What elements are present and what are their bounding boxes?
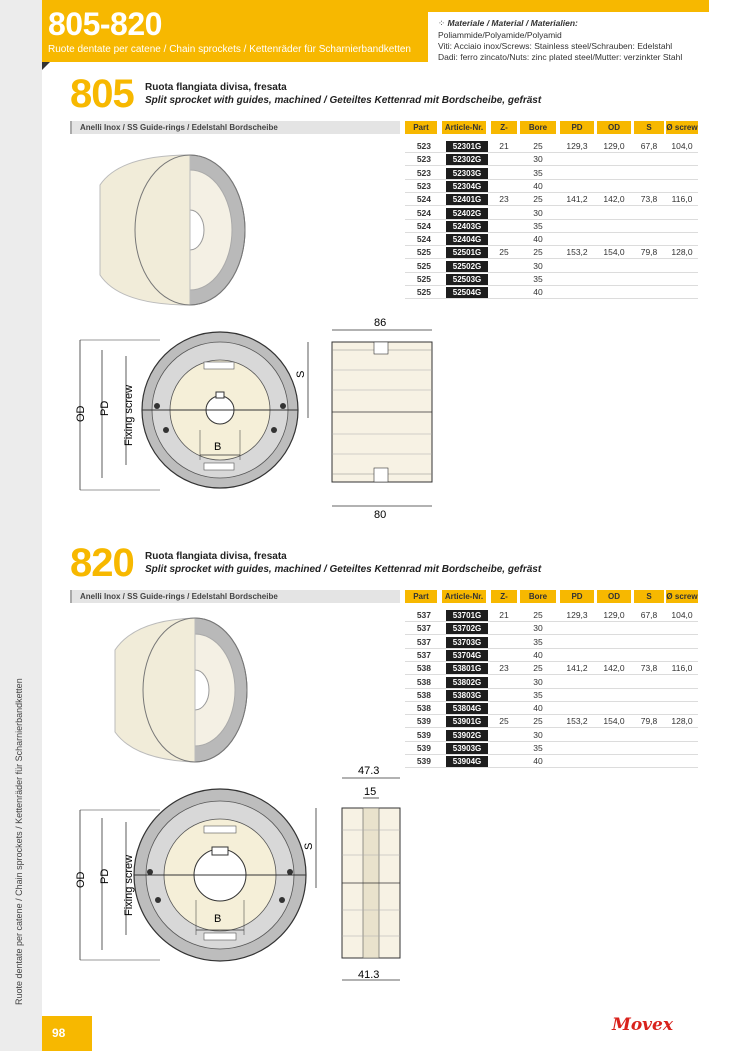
column-header: Ø screw [666, 592, 698, 601]
table-cell: 35 [533, 636, 543, 647]
article-number: 53901G [446, 716, 488, 727]
table-cell: 21 [499, 141, 509, 151]
column-header: Part [405, 121, 437, 134]
materials-line: Poliammide/Polyamide/Polyamid [438, 30, 562, 40]
table-cell: 79,8 [640, 247, 658, 258]
corner-mark [42, 62, 50, 70]
table-cell [634, 180, 664, 193]
column-header: Ø screw [666, 123, 698, 132]
table-cell [560, 207, 594, 220]
table-cell: 40 [533, 234, 543, 245]
table-cell: 129,0 [603, 610, 625, 620]
table-cell [634, 220, 664, 233]
front-view [75, 332, 308, 490]
table-cell: 35 [533, 743, 543, 753]
pd-label: PD [99, 400, 111, 416]
table-cell [491, 742, 517, 755]
dim-top: 47.3 [358, 765, 380, 777]
table-cell [560, 153, 594, 166]
table-cell: 104,0 [671, 610, 693, 620]
article-number: 52504G [446, 287, 488, 298]
page-title: 805-820 [48, 6, 162, 42]
table-cell [634, 702, 664, 715]
part-cell: 537 [416, 649, 431, 660]
side-view [332, 317, 432, 521]
column-header: Z- [491, 121, 517, 134]
section-title: Ruota flangiata divisa, fresata [145, 551, 287, 562]
product-photo-805 [80, 145, 250, 315]
table-cell [491, 180, 517, 193]
section-subtitle: Split sprocket with guides, machined / Geteiltes Kettenrad mit Bordscheibe, gefräst [145, 95, 542, 106]
fixing-screw-label: Fixing screw [123, 384, 135, 446]
table-cell [491, 636, 517, 649]
table-cell: 129,3 [566, 610, 588, 620]
table-cell: 73,8 [640, 194, 658, 205]
section-subtitle: Split sprocket with guides, machined / Geteiltes Kettenrad mit Bordscheibe, gefräst [145, 564, 542, 575]
article-number: 53903G [446, 743, 488, 754]
dots-icon: ⁘ [438, 18, 448, 28]
table-cell [634, 207, 664, 220]
table-cell: 104,0 [671, 141, 693, 151]
part-cell: 537 [416, 636, 431, 647]
pd-label: PD [99, 868, 111, 884]
table-cell [491, 167, 517, 180]
table-cell [491, 153, 517, 166]
table-cell [560, 273, 594, 286]
table-cell [491, 273, 517, 286]
page-subtitle: Ruote dentate per catene / Chain sprockets / Kettenräder für Scharnierbandketten [48, 44, 411, 55]
table-cell [491, 207, 517, 220]
table-cell: 40 [533, 649, 543, 660]
table-cell [560, 622, 594, 635]
table-cell: 30 [533, 623, 543, 634]
table-cell [560, 742, 594, 755]
table-cell: 67,8 [640, 610, 658, 620]
table-cell [666, 636, 698, 649]
table-cell [634, 233, 664, 246]
table-cell [560, 689, 594, 702]
section-title: Ruota flangiata divisa, fresata [145, 82, 287, 93]
column-header: Article-Nr. [442, 121, 486, 134]
table-cell: 30 [533, 207, 543, 218]
table-cell [597, 729, 631, 742]
table-cell: 141,2 [566, 194, 588, 205]
part-cell: 538 [416, 703, 431, 714]
table-cell [491, 649, 517, 662]
column-header: PD [560, 590, 594, 603]
part-cell: 525 [416, 247, 431, 258]
table-cell [491, 260, 517, 273]
article-number: 53902G [446, 730, 488, 741]
table-cell [666, 207, 698, 220]
table-cell [666, 622, 698, 635]
section-number: 820 [70, 541, 134, 585]
part-cell: 524 [416, 207, 431, 218]
article-number: 53702G [446, 623, 488, 634]
table-cell: 67,8 [640, 141, 658, 151]
column-header: PD [560, 121, 594, 134]
article-number: 52402G [446, 208, 488, 219]
table-cell [560, 167, 594, 180]
article-number: 52404G [446, 234, 488, 245]
column-header: OD [597, 590, 631, 603]
table-cell [597, 153, 631, 166]
table-cell [597, 742, 631, 755]
table-cell: 79,8 [640, 716, 658, 727]
table-cell [491, 286, 517, 299]
table-cell: 154,0 [603, 247, 625, 258]
part-cell: 539 [416, 756, 431, 767]
table-cell: 40 [533, 180, 543, 191]
table-cell [560, 702, 594, 715]
article-number: 53802G [446, 677, 488, 688]
table-cell [666, 260, 698, 273]
table-cell: 25 [533, 716, 543, 727]
dim-bottom: 41.3 [358, 969, 380, 981]
table-cell [597, 273, 631, 286]
table-cell: 30 [533, 676, 543, 687]
page-number: 98 [52, 1026, 66, 1040]
table-cell [560, 676, 594, 689]
part-cell: 525 [416, 260, 431, 271]
dim-top: 86 [374, 317, 387, 329]
table-cell [491, 233, 517, 246]
product-photo-820 [95, 610, 255, 770]
table-cell [634, 676, 664, 689]
table-cell: 40 [533, 756, 543, 767]
part-cell: 538 [416, 676, 431, 687]
od-label: OD [75, 405, 87, 422]
od-label: OD [75, 871, 87, 888]
table-cell: 116,0 [671, 194, 693, 205]
table-cell: 25 [533, 610, 543, 620]
table-cell [491, 702, 517, 715]
article-number: 52503G [446, 274, 488, 285]
part-cell: 538 [416, 689, 431, 700]
table-cell [666, 702, 698, 715]
table-cell [560, 286, 594, 299]
part-cell: 525 [416, 287, 431, 298]
table-cell [597, 649, 631, 662]
table-cell [597, 676, 631, 689]
article-number: 52401G [446, 194, 488, 205]
table-cell [597, 622, 631, 635]
table-cell [491, 676, 517, 689]
table-cell [634, 689, 664, 702]
table-cell [666, 180, 698, 193]
table-cell [491, 689, 517, 702]
table-cell: 23 [499, 194, 509, 205]
column-header: OD [597, 121, 631, 134]
table-cell [560, 233, 594, 246]
table-cell [597, 636, 631, 649]
materials-line: Dadi: ferro zincato/Nuts: zinc plated steel/Mutter: verzinkter Stahl [438, 52, 683, 62]
table-cell: 73,8 [640, 663, 658, 674]
table-cell: 21 [499, 610, 509, 620]
table-cell [634, 729, 664, 742]
article-number: 52301G [446, 141, 488, 152]
table-cell: 25 [499, 247, 509, 258]
table-cell [634, 167, 664, 180]
part-cell: 523 [416, 180, 431, 191]
table-cell [560, 220, 594, 233]
article-number: 53803G [446, 690, 488, 701]
table-cell: 23 [499, 663, 509, 674]
table-cell [634, 286, 664, 299]
table-cell [666, 676, 698, 689]
b-label: B [214, 913, 222, 925]
dim-mid: 15 [364, 786, 377, 798]
table-cell: 142,0 [603, 194, 625, 205]
technical-drawing-805 [60, 300, 720, 530]
part-cell: 538 [416, 663, 431, 674]
table-cell: 25 [533, 141, 543, 151]
table-cell [666, 220, 698, 233]
part-cell: 525 [416, 274, 431, 284]
article-number: 53703G [446, 637, 488, 648]
article-number: 53704G [446, 650, 488, 661]
table-cell [560, 636, 594, 649]
front-view [75, 789, 316, 961]
table-cell [560, 649, 594, 662]
table-cell: 35 [533, 689, 543, 700]
s-label: S [295, 370, 307, 378]
part-cell: 523 [416, 167, 431, 178]
article-number: 52302G [446, 154, 488, 165]
guide-rings-label: Anelli Inox / SS Guide-rings / Edelstahl Bordscheibe [70, 590, 400, 603]
table-cell [634, 273, 664, 286]
part-cell: 539 [416, 716, 431, 727]
column-header: Bore [520, 121, 556, 134]
table-cell [666, 689, 698, 702]
article-number: 52403G [446, 221, 488, 232]
materials-heading: ⁘ Materiale / Material / Materialien: [438, 18, 578, 28]
brand-logo: Movex [612, 1015, 673, 1035]
table-cell: 25 [499, 716, 509, 727]
table-cell: 153,2 [566, 716, 588, 727]
part-cell: 539 [416, 743, 431, 753]
table-cell: 35 [533, 274, 543, 284]
table-cell: 40 [533, 287, 543, 298]
table-cell: 30 [533, 729, 543, 740]
article-number: 52502G [446, 261, 488, 272]
table-cell [560, 260, 594, 273]
article-number: 53804G [446, 703, 488, 714]
section-number: 805 [70, 72, 134, 116]
table-cell [560, 729, 594, 742]
part-cell: 524 [416, 234, 431, 245]
table-cell [634, 742, 664, 755]
column-header: Part [405, 590, 437, 603]
article-number: 53904G [446, 756, 488, 767]
table-cell [597, 220, 631, 233]
table-cell [666, 742, 698, 755]
table-cell: 141,2 [566, 663, 588, 674]
article-number: 53701G [446, 610, 488, 621]
table-cell: 129,3 [566, 141, 588, 151]
table-cell [597, 233, 631, 246]
table-cell [597, 286, 631, 299]
table-cell: 128,0 [671, 247, 693, 258]
article-number: 53801G [446, 663, 488, 674]
part-cell: 537 [416, 610, 431, 620]
table-cell [666, 167, 698, 180]
table-cell: 35 [533, 167, 543, 178]
side-view [342, 765, 400, 981]
part-cell: 537 [416, 623, 431, 634]
table-cell: 25 [533, 663, 543, 674]
column-header: Bore [520, 590, 556, 603]
part-cell: 524 [416, 194, 431, 205]
table-cell [597, 689, 631, 702]
table-cell: 154,0 [603, 716, 625, 727]
materials-line: Viti: Acciaio inox/Screws: Stainless steel/Schrauben: Edelstahl [438, 41, 673, 51]
table-cell [634, 622, 664, 635]
table-cell [597, 260, 631, 273]
table-cell [666, 273, 698, 286]
table-cell [597, 180, 631, 193]
table-cell [634, 649, 664, 662]
table-cell [666, 286, 698, 299]
table-cell: 35 [533, 220, 543, 231]
b-label: B [214, 441, 222, 453]
table-cell [491, 622, 517, 635]
table-cell [491, 729, 517, 742]
guide-rings-label: Anelli Inox / SS Guide-rings / Edelstahl Bordscheibe [70, 121, 400, 134]
article-number: 52501G [446, 247, 488, 258]
column-header: Article-Nr. [442, 590, 486, 603]
table-cell: 30 [533, 154, 543, 165]
table-cell [634, 636, 664, 649]
part-cell: 539 [416, 729, 431, 740]
table-cell: 116,0 [671, 663, 693, 674]
technical-drawing-820 [60, 760, 720, 990]
sidebar-caption: Ruote dentate per catene / Chain sprockets / Kettenräder für Scharnierbandketten [14, 678, 24, 1005]
article-number: 52303G [446, 168, 488, 179]
table-cell [634, 260, 664, 273]
table-cell: 153,2 [566, 247, 588, 258]
table-cell: 25 [533, 247, 543, 258]
part-cell: 523 [416, 154, 431, 165]
table-cell: 30 [533, 260, 543, 271]
page-number-tab [42, 1016, 92, 1051]
part-cell: 523 [416, 141, 431, 151]
table-cell [597, 702, 631, 715]
table-cell [634, 153, 664, 166]
table-cell [597, 207, 631, 220]
table-cell: 128,0 [671, 716, 693, 727]
fixing-screw-label: Fixing screw [123, 854, 135, 916]
table-cell [597, 167, 631, 180]
table-cell [666, 649, 698, 662]
part-cell: 524 [416, 220, 431, 231]
table-cell [666, 233, 698, 246]
table-cell: 129,0 [603, 141, 625, 151]
table-cell: 25 [533, 194, 543, 205]
table-cell [491, 220, 517, 233]
column-header: Z- [491, 590, 517, 603]
table-cell [560, 180, 594, 193]
table-cell: 40 [533, 703, 543, 714]
table-cell [666, 153, 698, 166]
column-header: S [634, 121, 664, 134]
table-cell: 142,0 [603, 663, 625, 674]
dim-bottom: 80 [374, 509, 387, 521]
column-header: S [634, 590, 664, 603]
table-cell [666, 729, 698, 742]
article-number: 52304G [446, 181, 488, 192]
s-label: S [303, 842, 315, 850]
